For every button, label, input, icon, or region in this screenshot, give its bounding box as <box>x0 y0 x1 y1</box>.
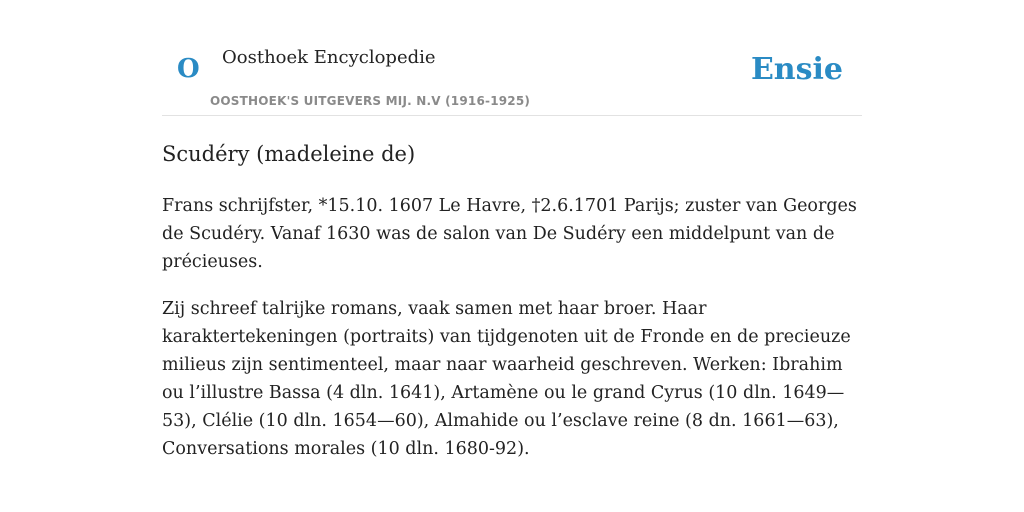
source-title-link[interactable]: Oosthoek Encyclopedie <box>222 47 436 68</box>
source-logo: O <box>177 54 200 84</box>
entry-paragraph: Frans schrijfster, *15.10. 1607 Le Havre, †2.6.1701 Parijs; zuster van Georges de Scudéry. Vanaf 1630 was de salon van De Sudéry een middelpunt van de précieuses. <box>162 196 857 272</box>
entry-paragraph: Zij schreef talrijke romans, vaak samen met haar broer. Haar karaktertekeningen (portraits) van tijdgenoten uit de Fronde en de precieuze milieus zijn sentimenteel, maar naar waarheid geschreven. Werken: Ibrahim ou l’illustre Bassa (4 dln. 1641), Artamène ou le grand Cyrus (10 dln. 1649—53), Clélie (10 dln. 1654—60), Almahide ou l’esclave reine (8 dn. 1661—63), Conversations morales (10 dln. 1680-92). <box>162 299 851 459</box>
source-publisher: OOSTHOEK'S UITGEVERS MIJ. N.V (1916-1925) <box>210 94 531 108</box>
entry-content <box>162 138 862 463</box>
source-header <box>162 0 862 116</box>
entry-title: Scudéry (madeleine de) <box>162 142 416 166</box>
ensie-logo-link[interactable]: Ensie <box>750 52 843 87</box>
